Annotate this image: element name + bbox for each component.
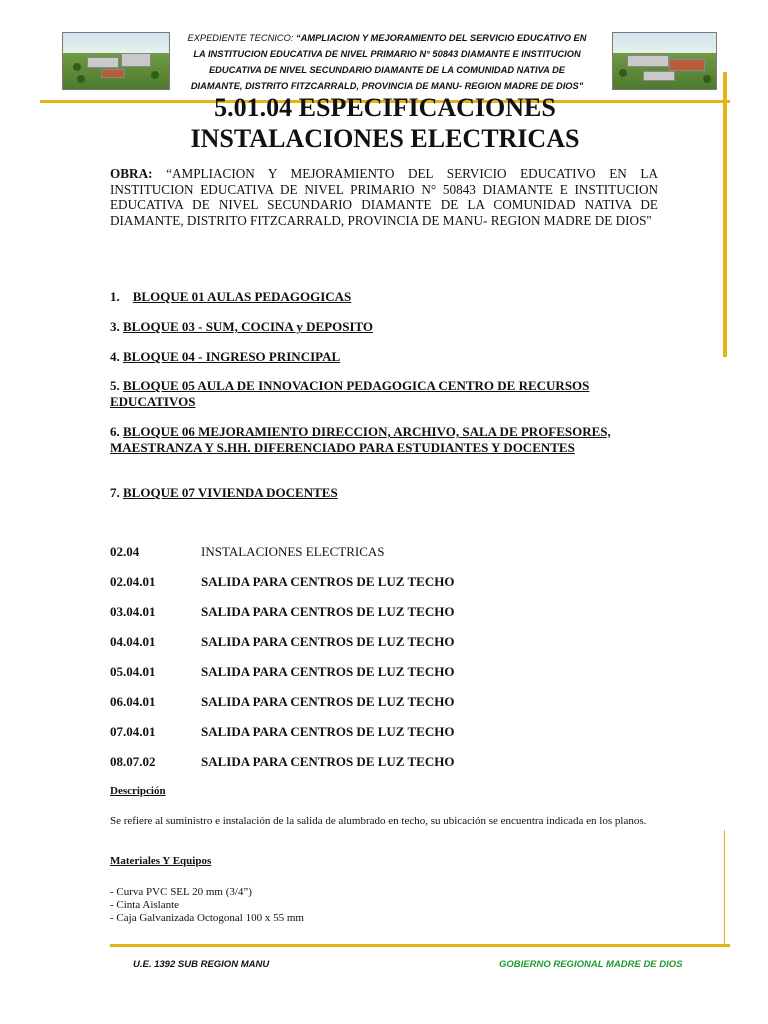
block-item (110, 319, 658, 335)
block-item (110, 424, 655, 455)
header-line-1: “AMPLIACION Y MEJORAMIENTO DEL SERVICIO EDUCATIVO EN (296, 33, 587, 43)
header-image-left (62, 32, 170, 90)
block-item (110, 349, 658, 365)
block-title: BLOQUE 03 - SUM, COCINA y DEPOSITO (123, 319, 374, 334)
item-code: 07.04.01 (110, 724, 156, 739)
header-line-4: DIAMANTE, DISTRITO FITZCARRALD, PROVINCIA DE MANU- REGION MADRE DE DIOS" (190, 81, 584, 91)
block-number: 3. (110, 319, 120, 334)
block-item (110, 378, 655, 409)
item-description: SALIDA PARA CENTROS DE LUZ TECHO (201, 754, 455, 769)
item-description: SALIDA PARA CENTROS DE LUZ TECHO (201, 694, 455, 709)
block-number: 5. (110, 378, 120, 393)
obra-label: OBRA: (110, 166, 153, 181)
block-title: BLOQUE 07 VIVIENDA DOCENTES (123, 485, 338, 500)
footer-rule (110, 944, 730, 947)
block-item (110, 485, 658, 501)
obra-paragraph (110, 166, 658, 228)
block-item (110, 289, 658, 305)
item-description: SALIDA PARA CENTROS DE LUZ TECHO (201, 724, 455, 739)
page-title-line-1: 5.01.04 ESPECIFICACIONES (214, 93, 556, 122)
obra-text: “AMPLIACION Y MEJORAMIENTO DEL SERVICIO EDUCATIVO EN LA INSTITUCION EDUCATIVA DE NIVEL PRIMARIO N° 50843 DIAMANTE E INSTITUCION EDUCATIVA DE NIVEL SECUNDARIO DIAMANTE DE LA COMUNIDAD NATIVA DE DIAMANTE, DISTRITO FITZCARRALD, PROVINCIA DE MANU- REGION MADRE DE DIOS" (110, 166, 658, 228)
right-vertical-rule (723, 72, 727, 357)
block-number: 6. (110, 424, 120, 439)
header-line-2: LA INSTITUCION EDUCATIVA DE NIVEL PRIMARIO N° 50843 DIAMANTE E INSTITUCION (193, 49, 581, 59)
block-number: 7. (110, 485, 120, 500)
header-label: EXPEDIENTE TECNICO: (187, 33, 294, 43)
item-code: 08.07.02 (110, 754, 156, 769)
footer-left-text: U.E. 1392 SUB REGION MANU (133, 959, 270, 970)
block-title: BLOQUE 06 MEJORAMIENTO DIRECCION, ARCHIVO, SALA DE PROFESORES, MAESTRANZA Y S.HH. DIFERENCIADO PARA ESTUDIANTES Y DOCENTES (110, 424, 611, 455)
item-code: 05.04.01 (110, 664, 156, 679)
page-title-line-2: INSTALACIONES ELECTRICAS (190, 124, 580, 153)
materiales-heading: Materiales Y Equipos (110, 855, 212, 867)
header-image-right (612, 32, 717, 90)
materiales-item: - Caja Galvanizada Octogonal 100 x 55 mm (110, 912, 304, 924)
item-code: 03.04.01 (110, 604, 156, 619)
item-description: INSTALACIONES ELECTRICAS (201, 544, 385, 559)
block-title: BLOQUE 05 AULA DE INNOVACION PEDAGOGICA CENTRO DE RECURSOS EDUCATIVOS (110, 378, 590, 409)
header-line-3: EDUCATIVA DE NIVEL SECUNDARIO DIAMANTE DE LA COMUNIDAD NATIVA DE (208, 65, 566, 75)
materiales-item: - Curva PVC SEL 20 mm (3/4”) (110, 886, 252, 898)
header-project-text (174, 30, 600, 94)
footer-right-text: GOBIERNO REGIONAL MADRE DE DIOS (499, 959, 683, 970)
block-number: 1. (110, 289, 120, 304)
item-description: SALIDA PARA CENTROS DE LUZ TECHO (201, 634, 455, 649)
materiales-item: - Cinta Aislante (110, 899, 180, 911)
block-title: BLOQUE 01 AULAS PEDAGOGICAS (132, 289, 352, 304)
item-code: 06.04.01 (110, 694, 156, 709)
descripcion-text: Se refiere al suministro e instalación de la salida de alumbrado en techo, su ubicación se encuentra indicada en los planos. (110, 815, 647, 827)
item-description: SALIDA PARA CENTROS DE LUZ TECHO (201, 664, 455, 679)
item-code: 02.04.01 (110, 574, 156, 589)
item-code: 02.04 (110, 544, 140, 559)
item-description: SALIDA PARA CENTROS DE LUZ TECHO (201, 574, 455, 589)
block-title: BLOQUE 04 - INGRESO PRINCIPAL (123, 349, 341, 364)
block-number: 4. (110, 349, 120, 364)
item-description: SALIDA PARA CENTROS DE LUZ TECHO (201, 604, 455, 619)
right-thin-rule (724, 830, 725, 945)
descripcion-heading: Descripción (110, 785, 166, 797)
item-code: 04.04.01 (110, 634, 156, 649)
